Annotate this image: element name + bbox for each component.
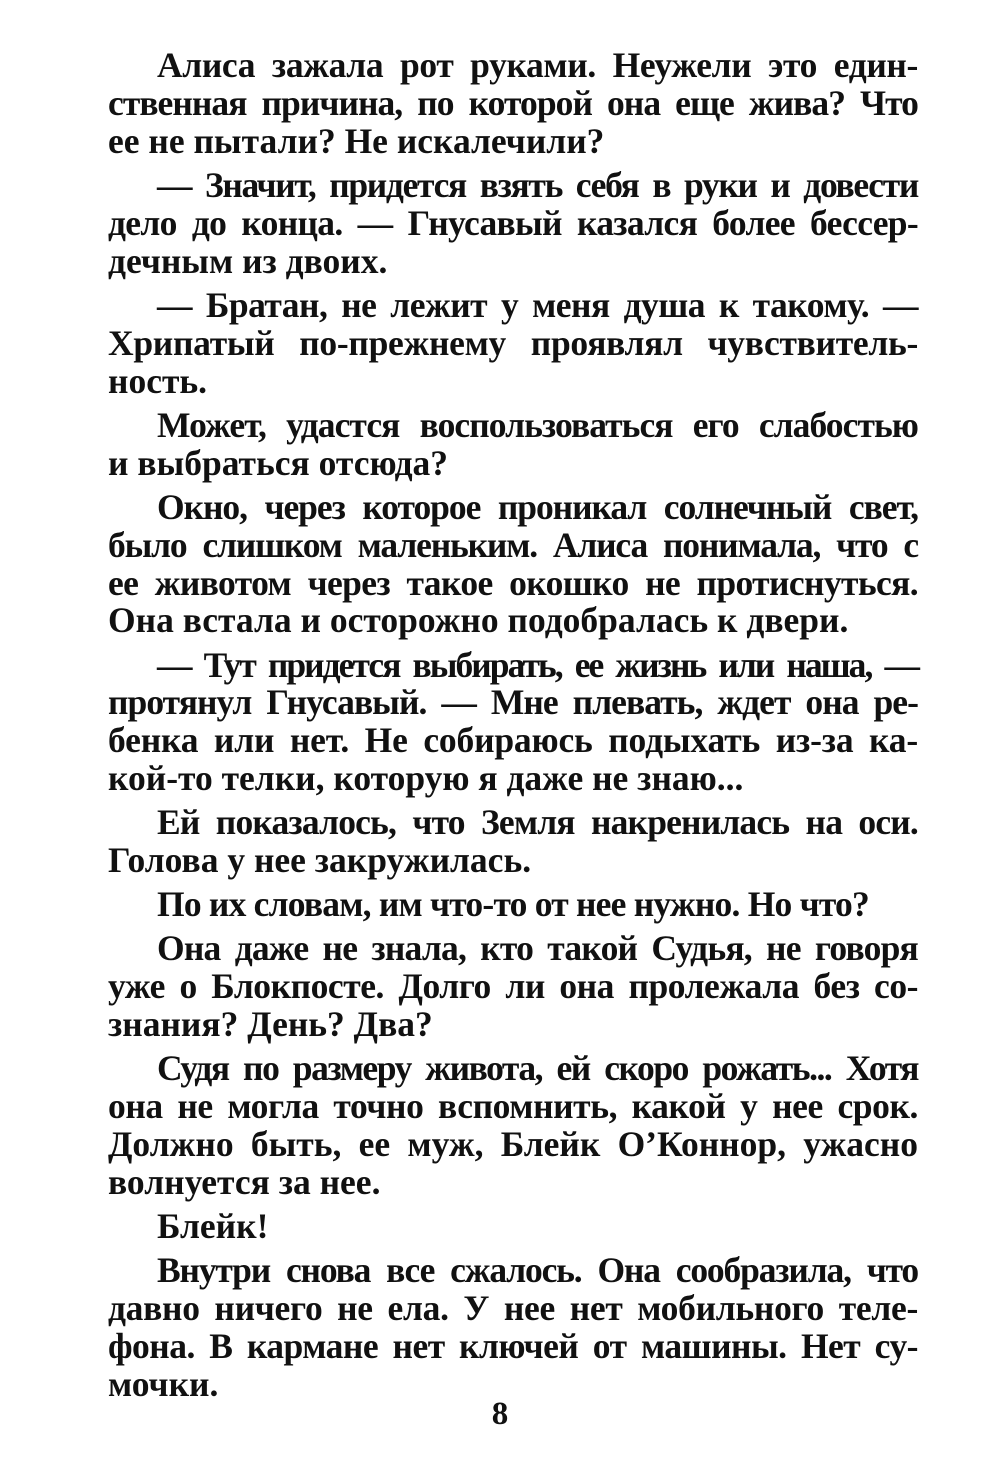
text-line: и выбраться отсюда? bbox=[108, 442, 449, 483]
text-line: бенка или нет. Не собираюсь подыхать из-за ка- bbox=[108, 720, 918, 761]
text-line: Она встала и осторожно подобралась к двери. bbox=[108, 600, 849, 641]
text-line: было слишком маленьким. Алиса понимала, что с bbox=[108, 524, 918, 565]
text-line: Блейк! bbox=[157, 1206, 269, 1247]
text-line: протянул Гнусавый. — Мне плевать, ждет она ре- bbox=[108, 682, 918, 723]
text-line: давно ничего не ела. У нее нет мобильного теле- bbox=[108, 1288, 918, 1329]
text-line: кой-то телки, которую я даже не знаю... bbox=[108, 758, 744, 799]
text-line: ее животом через такое окошко не протиснуться. bbox=[108, 562, 918, 603]
text-line: По их словам, им что-то от нее нужно. Но что? bbox=[157, 884, 869, 925]
paragraph bbox=[108, 1252, 918, 1404]
text-line: ее не пытали? Не искалечили? bbox=[108, 120, 605, 161]
text-line: мочки. bbox=[108, 1363, 219, 1404]
paragraph bbox=[108, 486, 918, 641]
paragraph bbox=[108, 930, 918, 1044]
paragraph bbox=[108, 804, 918, 880]
text-line: Голова у нее закружилась. bbox=[108, 840, 532, 881]
text-line: Внутри снова все сжалось. Она сообразила, что bbox=[157, 1250, 918, 1291]
text-line: ность. bbox=[108, 360, 208, 401]
text-line: уже о Блокпосте. Долго ли она пролежала без со- bbox=[108, 966, 918, 1007]
paragraph bbox=[108, 1208, 918, 1246]
text-line: ственная причина, по которой она еще жива? Что bbox=[108, 82, 918, 123]
text-line: — Значит, придется взять себя в руки и довести bbox=[157, 164, 918, 205]
paragraph bbox=[108, 284, 918, 401]
text-line: дело до конца. — Гнусавый казался более бессер- bbox=[108, 202, 918, 243]
paragraph bbox=[108, 1050, 918, 1202]
text-line: — Тут придется выбирать, ее жизнь или наша, — bbox=[157, 644, 918, 685]
text-line: знания? День? Два? bbox=[108, 1004, 433, 1045]
paragraph bbox=[108, 47, 918, 161]
text-line: — Братан, не лежит у меня душа к такому. — bbox=[157, 284, 918, 325]
text-line: Окно, через которое проникал солнечный свет, bbox=[157, 486, 918, 527]
paragraph bbox=[108, 886, 918, 924]
page-number: 8 bbox=[491, 1396, 509, 1432]
paragraph bbox=[108, 404, 918, 483]
text-line: Должно быть, ее муж, Блейк О’Коннор, ужасно bbox=[108, 1124, 918, 1165]
page-text bbox=[108, 47, 918, 1410]
text-line: Может, удастся воспользоваться его слабостью bbox=[157, 404, 918, 445]
paragraph bbox=[108, 164, 918, 281]
text-line: дечным из двоих. bbox=[108, 240, 388, 281]
text-line: волнуется за нее. bbox=[108, 1162, 381, 1203]
text-line: фона. В кармане нет ключей от машины. Нет су- bbox=[108, 1326, 918, 1367]
text-line: она не могла точно вспомнить, какой у нее срок. bbox=[108, 1086, 918, 1127]
text-line: Алиса зажала рот руками. Неужели это един- bbox=[157, 45, 918, 85]
paragraph bbox=[108, 644, 918, 799]
text-line: Она даже не знала, кто такой Судья, не говоря bbox=[157, 928, 918, 969]
text-line: Хрипатый по-прежнему проявлял чувствитель- bbox=[108, 322, 918, 363]
text-line: Ей показалось, что Земля накренилась на оси. bbox=[157, 802, 918, 843]
text-line: Судя по размеру живота, ей скоро рожать... Хотя bbox=[157, 1048, 918, 1089]
